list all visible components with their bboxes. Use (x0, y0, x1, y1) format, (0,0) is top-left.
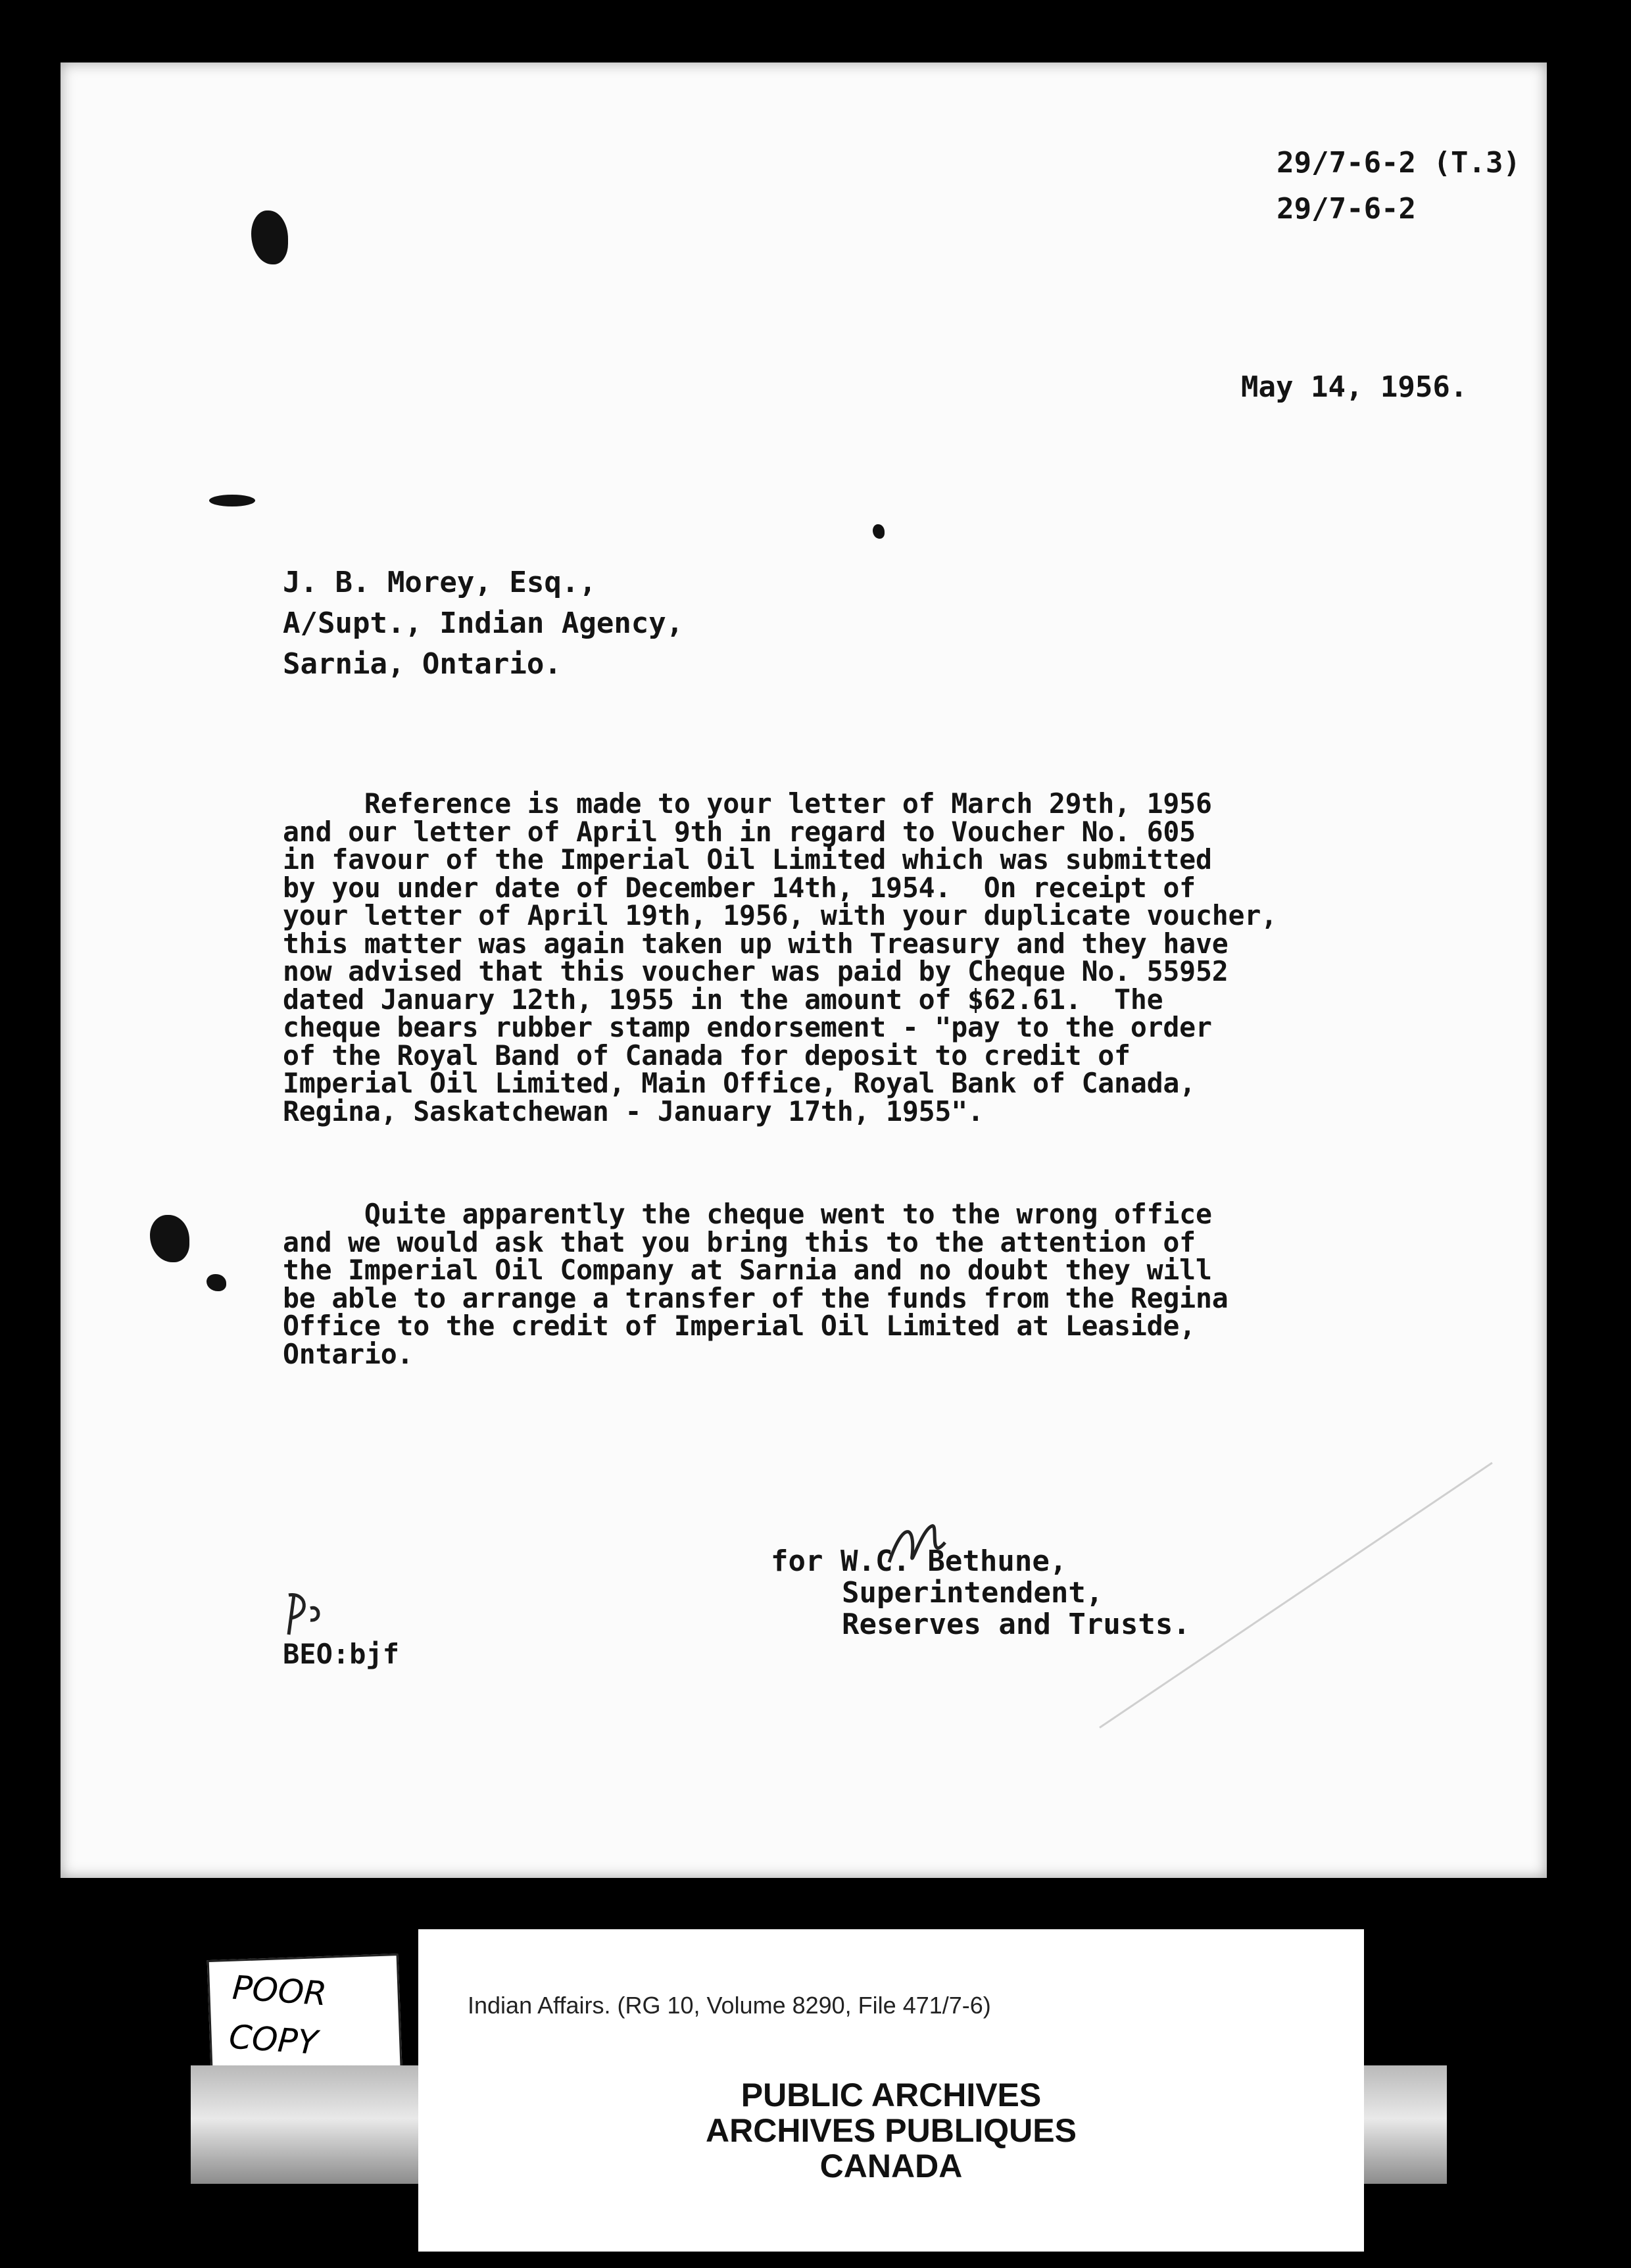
paragraph-line: and our letter of April 9th in regard to Voucher No. 605 (283, 815, 1196, 848)
paragraph-line: now advised that this voucher was paid by Cheque No. 55952 (283, 955, 1229, 987)
paragraph-line: cheque bears rubber stamp endorsement - "pay to the order (283, 1011, 1212, 1043)
recipient-address (283, 562, 683, 685)
archive-citation: Indian Affairs. (RG 10, Volume 8290, File 471/7-6) (468, 1992, 991, 2019)
body-paragraph-2 (283, 1200, 1539, 1368)
paragraph-line: Quite apparently the cheque went to the wrong office (283, 1198, 1212, 1230)
paragraph-line: Reference is made to your letter of March 29th, 1956 (283, 787, 1212, 820)
archive-stamp-card (418, 1929, 1364, 2252)
paragraph-line: this matter was again taken up with Treasury and they have (283, 927, 1229, 960)
paragraph-line: Office to the credit of Imperial Oil Limited at Leaside, (283, 1310, 1196, 1342)
body-paragraph-1 (283, 787, 1539, 1127)
signature-prefix: for (771, 1544, 823, 1578)
scan-strip-left (191, 2065, 441, 2184)
signatory-title: Superintendent, (842, 1576, 1104, 1610)
ink-blot (209, 495, 255, 506)
handwritten-initials-signature (883, 1516, 955, 1575)
paragraph-line: Ontario. (283, 1337, 414, 1370)
paragraph-line: be able to arrange a transfer of the funds from the Regina (283, 1281, 1229, 1314)
poor-copy-line: POOR (231, 1968, 328, 2013)
ink-blot (251, 210, 288, 264)
file-reference (1277, 140, 1521, 232)
paragraph-line: Regina, Saskatchewan - January 17th, 1955". (283, 1095, 984, 1127)
signature-block (771, 1546, 1190, 1640)
paragraph-line: dated January 12th, 1955 in the amount of $62.61. The (283, 983, 1163, 1016)
ink-blot (873, 524, 885, 539)
archive-name-line: CANADA (819, 2148, 963, 2184)
file-reference-line: 29/7-6-2 (T.3) (1277, 146, 1521, 180)
poor-copy-text (228, 1963, 329, 2069)
archive-name-line: ARCHIVES PUBLIQUES (706, 2112, 1077, 2149)
archive-name-line: PUBLIC ARCHIVES (741, 2077, 1042, 2113)
archive-name (418, 2077, 1364, 2184)
poor-copy-line: COPY (228, 2017, 319, 2062)
paragraph-line: Imperial Oil Limited, Main Office, Royal Bank of Canada, (283, 1067, 1196, 1099)
signatory-department: Reserves and Trusts. (842, 1608, 1190, 1641)
letter-page (61, 62, 1547, 1878)
signatory-name: W.C. Bethune, (840, 1544, 1067, 1578)
ink-blot (207, 1274, 226, 1291)
letter-date: May 14, 1956. (1241, 370, 1468, 404)
handwritten-mark (281, 1589, 333, 1641)
address-line: Sarnia, Ontario. (283, 647, 562, 681)
paragraph-line: and we would ask that you bring this to the attention of (283, 1225, 1196, 1258)
paragraph-line: of the Royal Band of Canada for deposit to credit of (283, 1039, 1131, 1072)
file-reference-line: 29/7-6-2 (1277, 192, 1417, 226)
typist-initials: BEO:bjf (283, 1638, 400, 1670)
paragraph-line: in favour of the Imperial Oil Limited which was submitted (283, 843, 1212, 875)
paragraph-line: the Imperial Oil Company at Sarnia and no doubt they will (283, 1254, 1212, 1286)
ink-blot (150, 1215, 189, 1262)
paragraph-line: your letter of April 19th, 1956, with your duplicate voucher, (283, 899, 1277, 931)
paragraph-line: by you under date of December 14th, 1954. On receipt of (283, 871, 1196, 904)
address-line: A/Supt., Indian Agency, (283, 606, 684, 640)
address-line: J. B. Morey, Esq., (283, 566, 596, 599)
